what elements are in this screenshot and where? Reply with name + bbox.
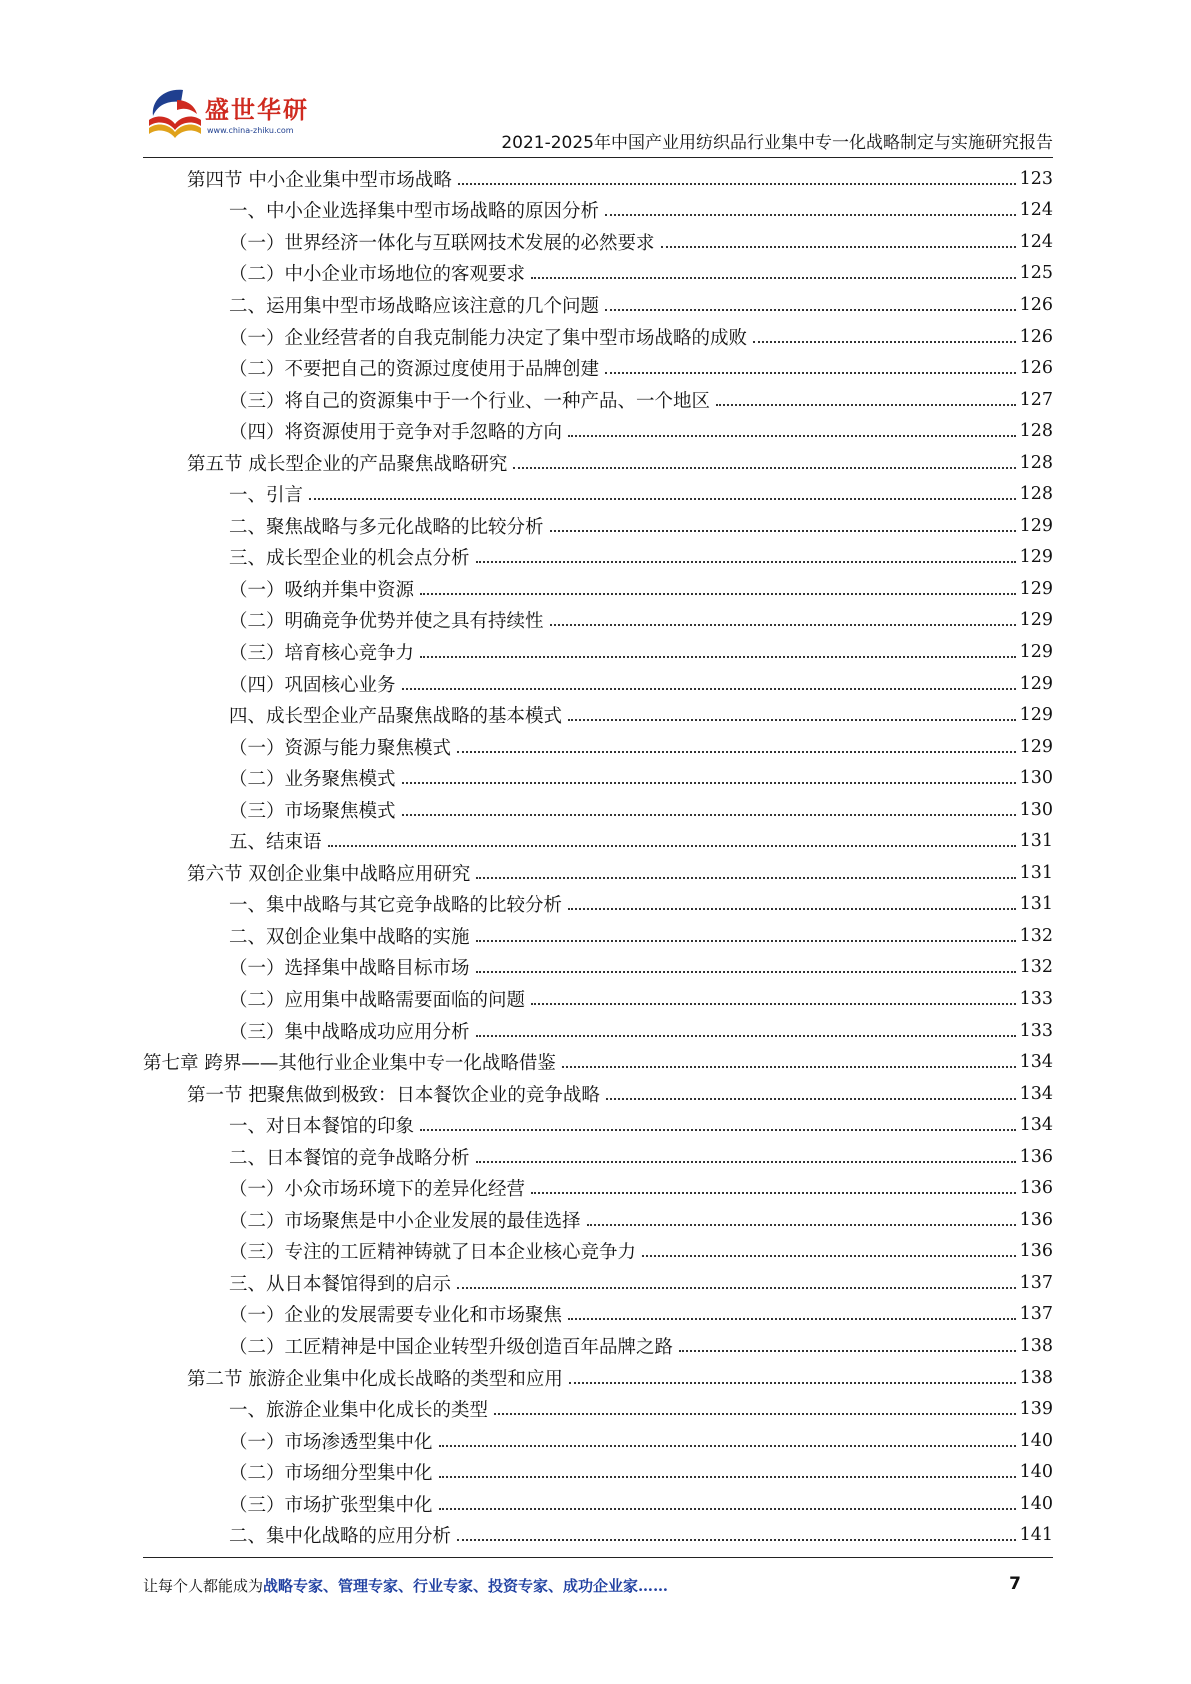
toc-entry-page: 136 <box>1019 1146 1053 1167</box>
toc-entry-page: 123 <box>1019 168 1053 189</box>
toc-entry-title: （一）吸纳并集中资源 <box>229 579 415 601</box>
toc-entry[interactable] <box>143 825 1053 857</box>
toc-entry[interactable] <box>143 1362 1053 1394</box>
toc-dot-leader <box>642 1255 1016 1257</box>
toc-entry-title: 一、旅游企业集中化成长的类型 <box>229 1400 489 1422</box>
footer-divider <box>143 1557 1053 1558</box>
book-logo-icon <box>143 86 207 146</box>
toc-dot-leader <box>568 908 1016 910</box>
toc-entry-title: （一）世界经济一体化与互联网技术发展的必然要求 <box>229 232 655 254</box>
toc-entry[interactable] <box>143 384 1053 416</box>
toc-entry-title: 二、集中化战略的应用分析 <box>229 1526 452 1548</box>
toc-entry-title: （一）资源与能力聚焦模式 <box>229 737 452 759</box>
toc-entry-page: 128 <box>1019 452 1053 473</box>
toc-entry-page: 128 <box>1019 421 1053 442</box>
toc-entry[interactable] <box>143 1299 1053 1331</box>
toc-entry-page: 126 <box>1019 294 1053 315</box>
toc-dot-leader <box>439 1476 1016 1478</box>
toc-dot-leader <box>439 1508 1016 1510</box>
toc-dot-leader <box>420 593 1016 595</box>
toc-entry-page: 140 <box>1019 1430 1053 1451</box>
toc-entry[interactable] <box>143 1204 1053 1236</box>
toc-entry-page: 136 <box>1019 1178 1053 1199</box>
toc-dot-leader <box>476 940 1016 942</box>
toc-entry[interactable] <box>143 889 1053 921</box>
toc-entry[interactable] <box>143 731 1053 763</box>
toc-entry[interactable] <box>143 1236 1053 1268</box>
toc-entry-title: （四）巩固核心业务 <box>229 674 396 696</box>
toc-entry-title: 第一节 把聚焦做到极致：日本餐饮企业的竞争战略 <box>187 1084 600 1106</box>
toc-entry-title: （一）企业经营者的自我克制能力决定了集中型市场战略的成败 <box>229 327 748 349</box>
toc-entry-title: 第二节 旅游企业集中化成长战略的类型和应用 <box>187 1368 563 1390</box>
toc-entry-title: 二、聚焦战略与多元化战略的比较分析 <box>229 516 544 538</box>
toc-entry-title: （二）市场聚焦是中小企业发展的最佳选择 <box>229 1210 581 1232</box>
company-logo <box>143 80 383 150</box>
toc-entry-page: 137 <box>1019 1272 1053 1293</box>
toc-dot-leader <box>457 1539 1016 1541</box>
toc-entry[interactable] <box>143 1520 1053 1552</box>
toc-dot-leader <box>562 1066 1016 1068</box>
toc-entry-page: 134 <box>1019 1115 1053 1136</box>
toc-entry-page: 129 <box>1019 705 1053 726</box>
toc-entry-page: 129 <box>1019 547 1053 568</box>
toc-entry-page: 130 <box>1019 799 1053 820</box>
toc-dot-leader <box>309 498 1016 500</box>
toc-entry-page: 138 <box>1019 1367 1053 1388</box>
toc-entry[interactable] <box>143 195 1053 227</box>
toc-entry-page: 141 <box>1019 1525 1053 1546</box>
toc-entry[interactable] <box>143 920 1053 952</box>
toc-dot-leader <box>494 1413 1016 1415</box>
toc-dot-leader <box>587 1224 1016 1226</box>
toc-entry-page: 139 <box>1019 1399 1053 1420</box>
header-divider <box>143 157 1053 158</box>
toc-entry-title: （二）中小企业市场地位的客观要求 <box>229 264 526 286</box>
toc-entry[interactable] <box>143 1393 1053 1425</box>
toc-entry[interactable] <box>143 163 1053 195</box>
toc-entry-page: 127 <box>1019 389 1053 410</box>
toc-entry-page: 131 <box>1019 894 1053 915</box>
toc-entry-page: 137 <box>1019 1304 1053 1325</box>
toc-entry-title: （三）培育核心竞争力 <box>229 642 415 664</box>
toc-entry[interactable] <box>143 542 1053 574</box>
toc-dot-leader <box>402 688 1016 690</box>
toc-entry[interactable] <box>143 415 1053 447</box>
toc-entry-page: 136 <box>1019 1209 1053 1230</box>
toc-entry-title: 四、成长型企业产品聚焦战略的基本模式 <box>229 706 563 728</box>
toc-entry[interactable] <box>143 1488 1053 1520</box>
toc-entry-title: （一）小众市场环境下的差异化经营 <box>229 1179 526 1201</box>
toc-entry-page: 124 <box>1019 200 1053 221</box>
toc-entry[interactable] <box>143 1109 1053 1141</box>
toc-dot-leader <box>679 1350 1016 1352</box>
toc-entry[interactable] <box>143 478 1053 510</box>
toc-dot-leader <box>606 1098 1016 1100</box>
toc-entry[interactable] <box>143 952 1053 984</box>
toc-entry[interactable] <box>143 794 1053 826</box>
toc-entry-page: 140 <box>1019 1493 1053 1514</box>
toc-entry-page: 132 <box>1019 925 1053 946</box>
toc-dot-leader <box>531 1003 1016 1005</box>
toc-entry-page: 134 <box>1019 1083 1053 1104</box>
toc-dot-leader <box>420 656 1016 658</box>
toc-dot-leader <box>476 1161 1016 1163</box>
toc-entry-title: （二）业务聚焦模式 <box>229 769 396 791</box>
toc-entry-title: （三）市场聚焦模式 <box>229 800 396 822</box>
toc-entry[interactable] <box>143 258 1053 290</box>
slogan-highlight: 战略专家、管理专家、行业专家、投资专家、成功企业家…… <box>263 1577 669 1595</box>
toc-entry[interactable] <box>143 762 1053 794</box>
toc-entry[interactable] <box>143 289 1053 321</box>
toc-entry[interactable] <box>143 1046 1053 1078</box>
toc-dot-leader <box>716 404 1016 406</box>
toc-entry-title: （三）专注的工匠精神铸就了日本企业核心竞争力 <box>229 1242 637 1264</box>
toc-entry-title: （二）应用集中战略需要面临的问题 <box>229 989 526 1011</box>
logo-name: 盛世华研 <box>205 96 309 124</box>
toc-entry-title: 二、双创企业集中战略的实施 <box>229 926 470 948</box>
page-header <box>143 80 1053 158</box>
toc-dot-leader <box>605 309 1016 311</box>
toc-entry-title: 第七章 跨界——其他行业企业集中专一化战略借鉴 <box>143 1053 556 1075</box>
toc-entry[interactable] <box>143 352 1053 384</box>
toc-entry-page: 129 <box>1019 641 1053 662</box>
toc-entry-page: 131 <box>1019 831 1053 852</box>
toc-dot-leader <box>457 751 1016 753</box>
toc-dot-leader <box>568 719 1016 721</box>
toc-entry[interactable] <box>143 1330 1053 1362</box>
toc-entry[interactable] <box>143 983 1053 1015</box>
toc-entry-page: 130 <box>1019 768 1053 789</box>
toc-entry-title: （一）选择集中战略目标市场 <box>229 958 470 980</box>
toc-entry-title: （三）集中战略成功应用分析 <box>229 1021 470 1043</box>
toc-entry-page: 134 <box>1019 1052 1053 1073</box>
toc-entry-title: 二、运用集中型市场战略应该注意的几个问题 <box>229 295 600 317</box>
toc-entry-page: 126 <box>1019 326 1053 347</box>
toc-entry-page: 131 <box>1019 862 1053 883</box>
toc-entry-title: 第四节 中小企业集中型市场战略 <box>187 169 452 191</box>
toc-entry-title: （一）企业的发展需要专业化和市场聚焦 <box>229 1305 563 1327</box>
toc-entry-title: 一、集中战略与其它竞争战略的比较分析 <box>229 895 563 917</box>
toc-entry[interactable] <box>143 636 1053 668</box>
toc-entry[interactable] <box>143 1141 1053 1173</box>
toc-entry[interactable] <box>143 1078 1053 1110</box>
toc-entry[interactable] <box>143 321 1053 353</box>
toc-dot-leader <box>605 372 1016 374</box>
toc-entry-page: 133 <box>1019 1020 1053 1041</box>
toc-entry[interactable] <box>143 605 1053 637</box>
toc-entry[interactable] <box>143 1456 1053 1488</box>
toc-entry-title: 一、中小企业选择集中型市场战略的原因分析 <box>229 201 600 223</box>
toc-entry-title: 二、日本餐馆的竞争战略分析 <box>229 1147 470 1169</box>
toc-dot-leader <box>568 1318 1016 1320</box>
table-of-contents <box>143 163 1053 1551</box>
toc-entry-page: 125 <box>1019 263 1053 284</box>
toc-entry-title: （二）工匠精神是中国企业转型升级创造百年品牌之路 <box>229 1337 674 1358</box>
toc-entry-page: 129 <box>1019 673 1053 694</box>
toc-dot-leader <box>476 561 1016 563</box>
toc-entry[interactable] <box>143 447 1053 479</box>
toc-entry[interactable] <box>143 1015 1053 1047</box>
toc-dot-leader <box>569 1382 1016 1384</box>
toc-dot-leader <box>458 183 1016 185</box>
toc-dot-leader <box>550 530 1016 532</box>
toc-entry-title: （四）将资源使用于竞争对手忽略的方向 <box>229 422 563 444</box>
toc-dot-leader <box>476 877 1015 879</box>
page-number: 7 <box>1009 1574 1021 1594</box>
page-footer <box>143 1575 1053 1601</box>
toc-entry[interactable] <box>143 857 1053 889</box>
toc-dot-leader <box>753 341 1016 343</box>
report-title: 2021-2025年中国产业用纺织品行业集中专一化战略制定与实施研究报告 <box>501 133 1053 153</box>
toc-dot-leader <box>531 1192 1016 1194</box>
toc-entry[interactable] <box>143 1173 1053 1205</box>
toc-entry-page: 126 <box>1019 358 1053 379</box>
toc-entry-title: （二）不要把自己的资源过度使用于品牌创建 <box>229 359 600 381</box>
toc-entry[interactable] <box>143 699 1053 731</box>
toc-dot-leader <box>568 435 1016 437</box>
logo-url: www.china-zhiku.com <box>207 126 294 135</box>
toc-entry-title: （二）市场细分型集中化 <box>229 1463 433 1485</box>
toc-entry-page: 129 <box>1019 578 1053 599</box>
toc-dot-leader <box>402 814 1016 816</box>
toc-dot-leader <box>439 1445 1016 1447</box>
toc-dot-leader <box>402 782 1016 784</box>
toc-entry-title: （一）市场渗透型集中化 <box>229 1431 433 1453</box>
toc-entry-page: 136 <box>1019 1241 1053 1262</box>
toc-entry-title: 五、结束语 <box>229 832 322 854</box>
toc-entry-title: 三、从日本餐馆得到的启示 <box>229 1273 452 1295</box>
toc-entry-page: 129 <box>1019 515 1053 536</box>
toc-dot-leader <box>476 1035 1016 1037</box>
toc-entry[interactable] <box>143 226 1053 258</box>
toc-entry-page: 129 <box>1019 736 1053 757</box>
toc-entry-title: 第五节 成长型企业的产品聚焦战略研究 <box>187 453 508 475</box>
toc-entry-title: （三）将自己的资源集中于一个行业、一种产品、一个地区 <box>229 390 711 412</box>
toc-dot-leader <box>531 277 1016 279</box>
toc-dot-leader <box>420 1129 1016 1131</box>
toc-dot-leader <box>550 624 1016 626</box>
toc-entry-page: 138 <box>1019 1336 1053 1356</box>
toc-dot-leader <box>476 971 1016 973</box>
toc-entry[interactable] <box>143 1425 1053 1457</box>
toc-entry-title: （二）明确竞争优势并使之具有持续性 <box>229 611 544 633</box>
toc-entry[interactable] <box>143 510 1053 542</box>
toc-dot-leader <box>661 246 1016 248</box>
slogan-prefix: 让每个人都能成为 <box>143 1577 264 1595</box>
toc-entry-title: 一、引言 <box>229 485 304 507</box>
toc-entry[interactable] <box>143 668 1053 700</box>
toc-entry-page: 140 <box>1019 1462 1053 1483</box>
toc-entry-title: 一、对日本餐馆的印象 <box>229 1116 415 1138</box>
toc-dot-leader <box>328 845 1016 847</box>
toc-entry-page: 128 <box>1019 484 1053 505</box>
toc-entry[interactable] <box>143 1267 1053 1299</box>
toc-entry-page: 129 <box>1019 610 1053 631</box>
toc-entry-page: 133 <box>1019 988 1053 1009</box>
toc-entry-title: 第六节 双创企业集中战略应用研究 <box>187 863 471 885</box>
toc-entry-page: 124 <box>1019 231 1053 252</box>
toc-dot-leader <box>457 1287 1016 1289</box>
toc-dot-leader <box>605 214 1016 216</box>
toc-entry[interactable] <box>143 573 1053 605</box>
footer-slogan <box>143 1575 668 1596</box>
toc-entry-page: 132 <box>1019 957 1053 978</box>
toc-entry-title: （三）市场扩张型集中化 <box>229 1494 433 1516</box>
toc-dot-leader <box>513 467 1015 469</box>
toc-entry-title: 三、成长型企业的机会点分析 <box>229 548 470 570</box>
